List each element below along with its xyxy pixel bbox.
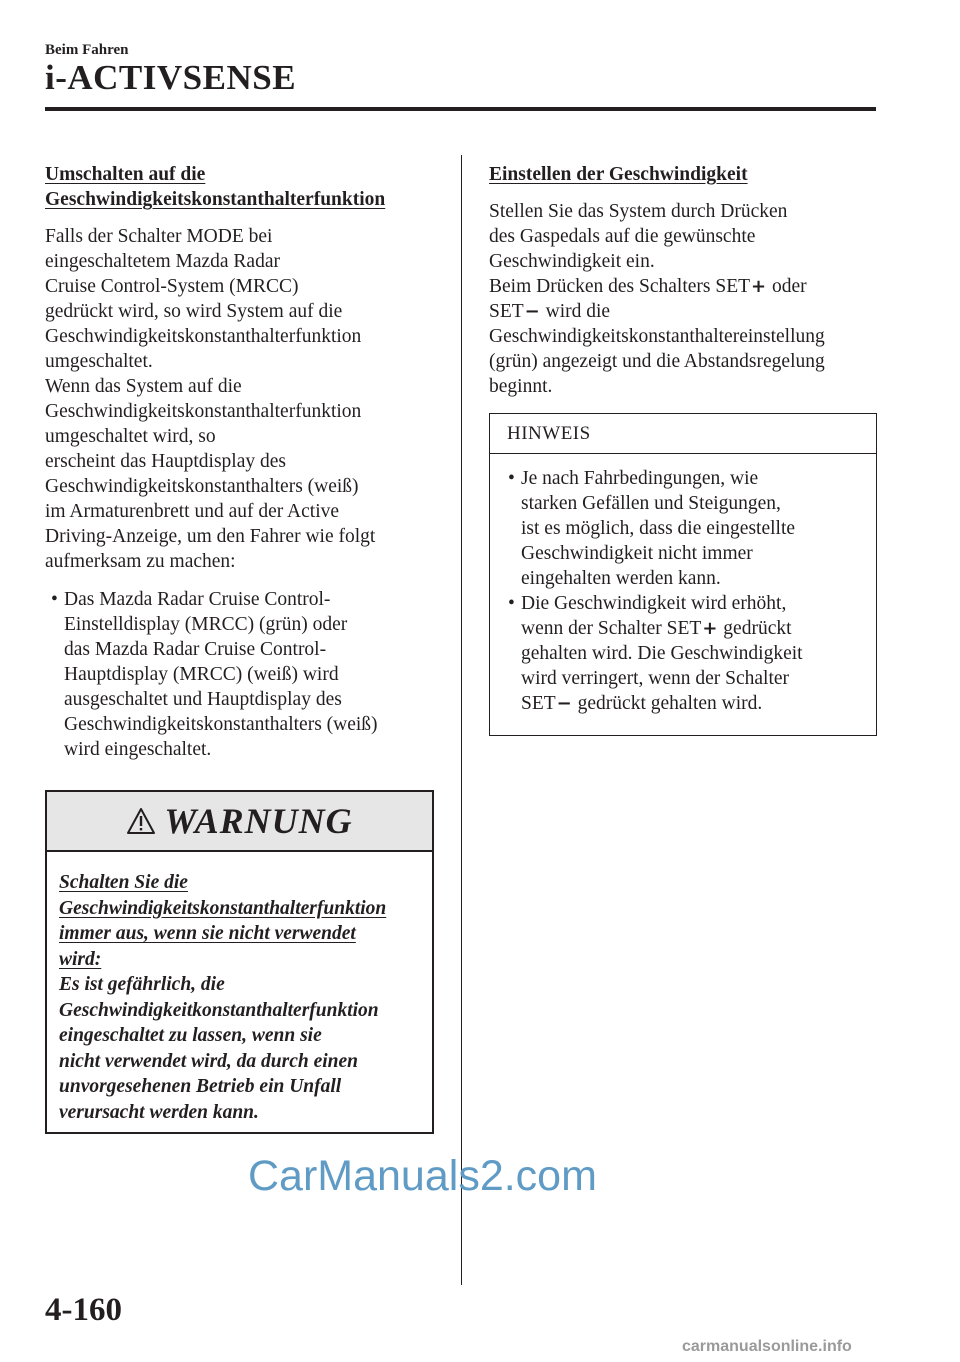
right-heading: Einstellen der Geschwindigkeit — [489, 164, 748, 185]
minus-icon: − — [524, 301, 540, 322]
note-box — [489, 413, 877, 736]
note-body — [490, 454, 876, 716]
page-number: 4-160 — [45, 1292, 122, 1328]
left-bullet-list — [45, 587, 435, 762]
left-heading: Umschalten auf die Geschwindigkeitskonstanthalterfunktion — [45, 164, 386, 210]
warning-body: Schalten Sie die Geschwindigkeitskonstanthalterfunktion immer aus, wenn sie nicht verwendet wird: Es ist gefährlich, die Geschwindigkeitkonstanthalterfunktion eingeschaltet zu lassen, wenn sie nicht verwendet wird, da durch einen unvorgesehenen Betrieb ein Unfall verursacht werden kann. — [59, 872, 387, 1123]
minus-icon: − — [556, 693, 572, 714]
bullet-icon: • — [508, 593, 515, 614]
warning-header — [47, 792, 432, 852]
bullet-icon: • — [508, 468, 515, 489]
warning-box — [45, 790, 434, 1134]
watermark: CarManuals2.com — [248, 1152, 597, 1200]
plus-icon: + — [751, 276, 767, 297]
plus-icon: + — [702, 618, 718, 639]
column-divider — [461, 155, 462, 1285]
right-column — [489, 162, 879, 399]
list-item: • Die Geschwindigkeit wird erhöht, wenn der Schalter SET+ gedrückt gehalten wird. Die Geschwindigkeit wird verringert, wenn der Schalter SET− gedrückt gehalten wird. — [508, 593, 803, 714]
list-item: • Das Mazda Radar Cruise Control- Einstelldisplay (MRCC) (grün) oder das Mazda Radar Cruise Control- Hauptdisplay (MRCC) (weiß) wird ausgeschaltet und Hauptdisplay des Geschwindigkeitskonstanthalters (weiß) wird eingeschaltet. — [51, 589, 378, 760]
header-rule — [45, 107, 876, 111]
chapter-label: Beim Fahren — [45, 42, 129, 58]
section-title: i-ACTIVSENSE — [45, 58, 297, 97]
note-title: HINWEIS — [490, 414, 876, 454]
footer-site: carmanualsonline.info — [682, 1338, 852, 1355]
left-column — [45, 162, 435, 762]
right-paragraph: Stellen Sie das System durch Drücken des Gaspedals auf die gewünschte Geschwindigkeit ein. Beim Drücken des Schalters SET+ oder SET− wird die Geschwindigkeitskonstanthaltereinstellung (grün) angezeigt und die Abstandsregelung beginnt. — [489, 201, 825, 397]
warning-title: WARNUNG — [164, 801, 353, 841]
warning-triangle-icon — [126, 807, 156, 835]
bullet-icon: • — [51, 589, 58, 610]
note-bullet-list — [502, 466, 866, 716]
left-paragraph: Falls der Schalter MODE bei eingeschaltetem Mazda Radar Cruise Control-System (MRCC) gedrückt wird, so wird System auf die Geschwindigkeitskonstanthalterfunktion umgeschaltet. Wenn das System auf die Geschwindigkeitskonstanthalterfunktion umgeschaltet wird, so erscheint das Hauptdisplay des Geschwindigkeitskonstanthalters (weiß) im Armaturenbrett und auf der Active Driving-Anzeige, um den Fahrer wie folgt aufmerksam zu machen: — [45, 226, 376, 572]
list-item: • Je nach Fahrbedingungen, wie starken Gefällen und Steigungen, ist es möglich, dass die eingestellte Geschwindigkeit nicht immer eingehalten werden kann. — [508, 468, 796, 589]
